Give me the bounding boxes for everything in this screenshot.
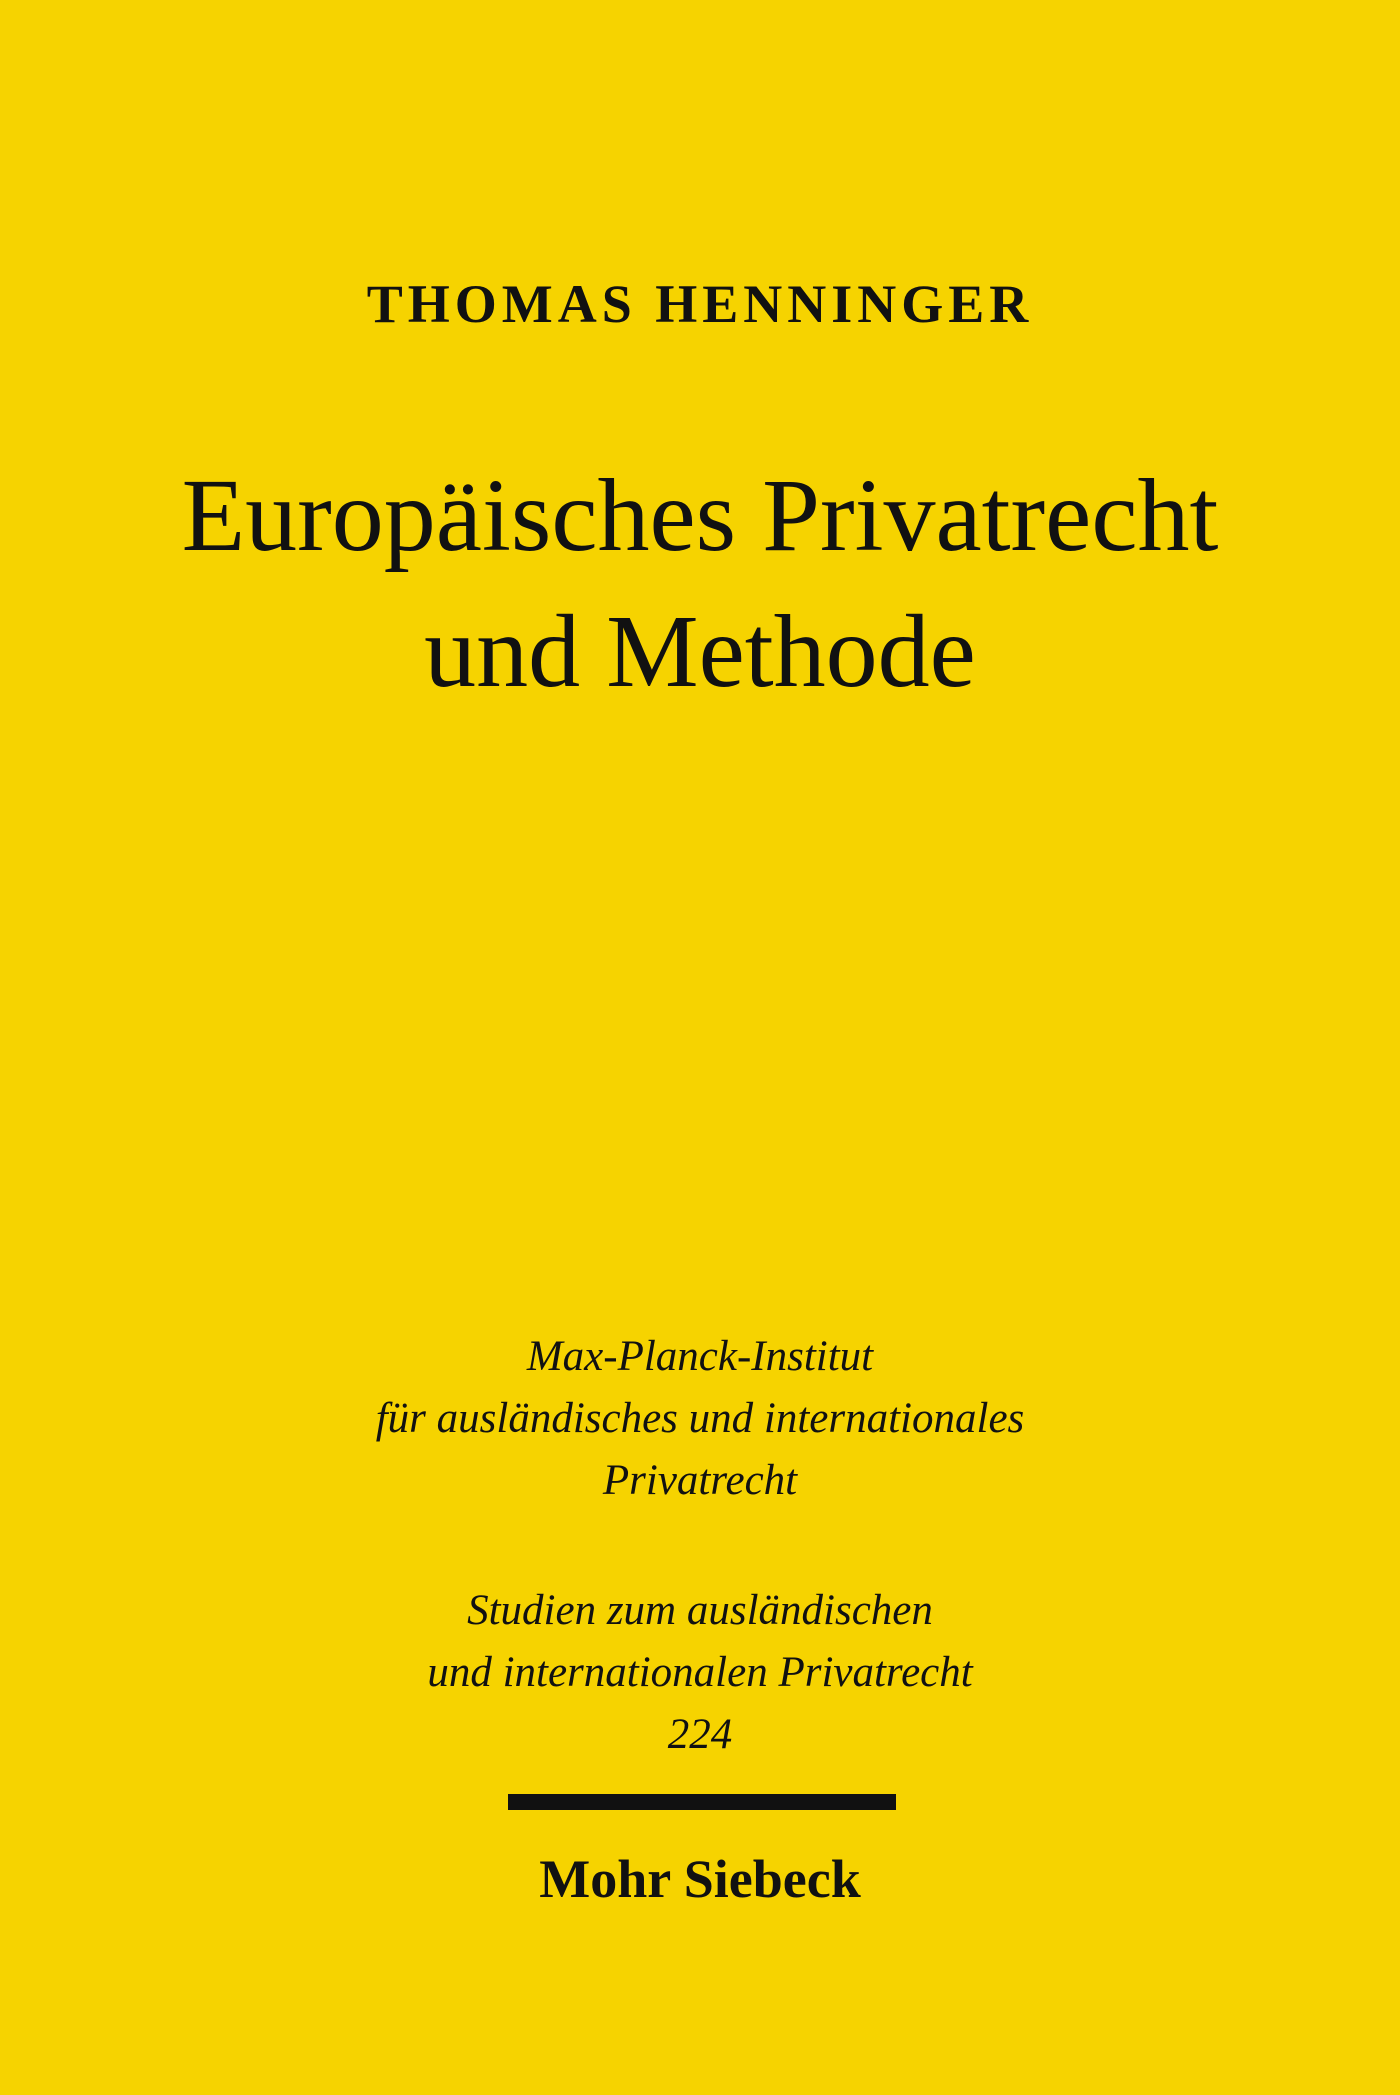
institute-line-2: für ausländisches und internationales xyxy=(375,1395,1025,1442)
institute-block xyxy=(0,1326,1400,1512)
title-line-1: Europäisches Privatrecht xyxy=(181,458,1219,573)
series-line-1: Studien zum ausländischen xyxy=(467,1587,933,1634)
series-block xyxy=(0,1580,1400,1766)
author-name: THOMAS HENNINGER xyxy=(366,274,1034,334)
publisher-name: Mohr Siebeck xyxy=(539,1849,861,1909)
institute-line-1: Max-Planck-Institut xyxy=(526,1333,874,1380)
book-title xyxy=(0,448,1400,720)
institute-line-3: Privatrecht xyxy=(602,1457,798,1504)
title-line-2: und Methode xyxy=(424,594,976,709)
series-line-2: und internationalen Privatrecht xyxy=(427,1649,973,1696)
series-number: 224 xyxy=(667,1711,733,1758)
divider-rule xyxy=(508,1794,896,1810)
